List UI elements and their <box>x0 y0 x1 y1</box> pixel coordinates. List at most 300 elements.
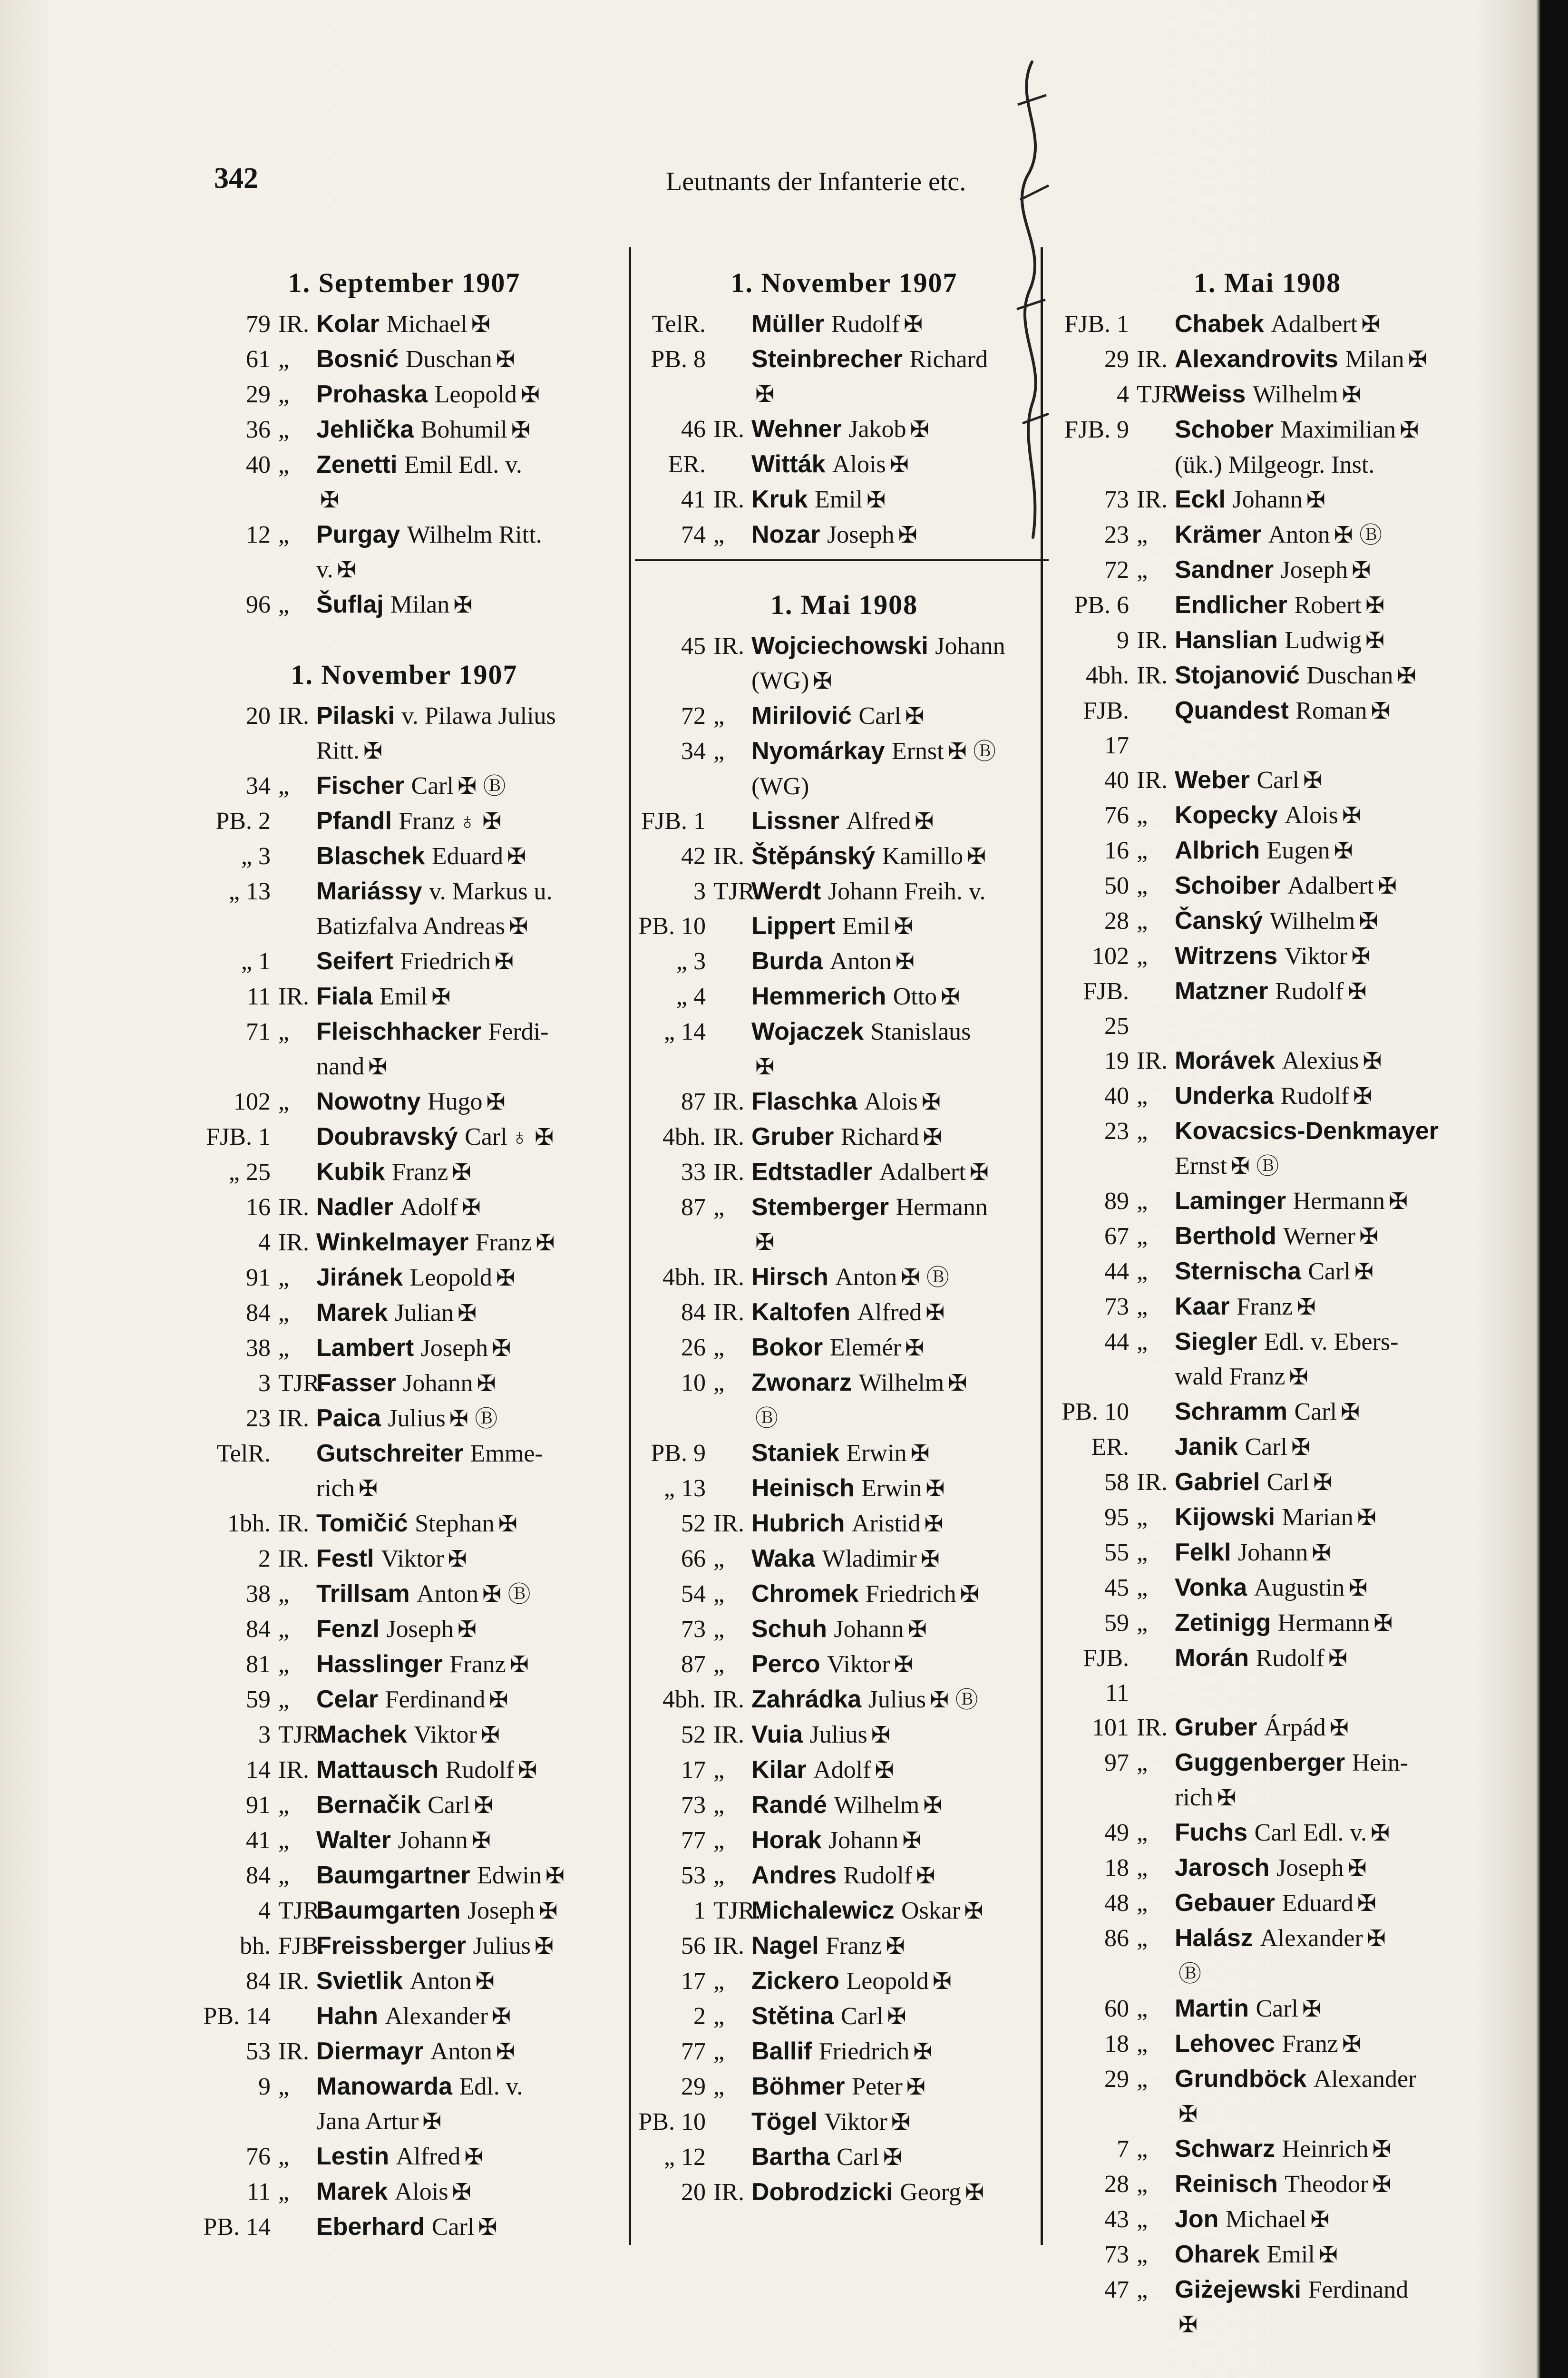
surname: Albrich <box>1175 837 1260 864</box>
officer-name <box>1175 1780 1477 1815</box>
list-item <box>1058 1745 1477 1780</box>
decoration-icon: ✠ Ⓑ <box>901 1265 949 1290</box>
unit-type: „ <box>713 521 725 548</box>
surname: Svietlik <box>316 1967 403 1995</box>
officer-name <box>316 1999 609 2034</box>
regiment-number <box>1058 1780 1137 1815</box>
decoration-icon: ✠ <box>1365 593 1385 618</box>
officer-name <box>751 1155 1053 1190</box>
regiment-number: 87 <box>681 1651 706 1678</box>
decoration-icon: ✠ <box>967 844 986 869</box>
unit-type: „ <box>713 1580 725 1608</box>
given-name: Julian <box>394 1299 454 1326</box>
given-name: Emil <box>379 983 428 1010</box>
unit-type: IR. <box>713 416 744 443</box>
surname: Kolar <box>316 310 380 338</box>
officer-name <box>1175 1500 1477 1535</box>
decoration-icon: ✠ <box>1366 1926 1386 1951</box>
regiment-number: TelR. <box>652 311 706 338</box>
list-item <box>1058 833 1477 868</box>
decoration-icon: ✠ <box>471 312 490 337</box>
unit-type <box>278 909 316 944</box>
regiment-number: 53 <box>246 2038 271 2065</box>
officer-name <box>1175 1465 1477 1500</box>
list-item <box>635 1295 1053 1330</box>
regiment-number: 38 <box>246 1335 271 1362</box>
given-name: Michael <box>1225 2206 1307 2233</box>
given-name: Bohumil <box>420 416 507 443</box>
unit-type: „ <box>278 1299 290 1326</box>
regiment-number: 4bh. <box>662 1686 706 1713</box>
list-item <box>635 909 1053 944</box>
given-name: Milan <box>390 591 450 618</box>
officer-name <box>1175 2272 1477 2307</box>
list-item <box>200 804 609 839</box>
regiment-number: 76 <box>1104 802 1129 829</box>
decoration-icon: ✠ <box>1400 418 1419 443</box>
unit-type: „ <box>1137 2135 1148 2163</box>
surname: Krämer <box>1175 521 1262 548</box>
list-item <box>635 1084 1053 1120</box>
list-item <box>635 1365 1053 1401</box>
officer-name <box>316 909 609 944</box>
given-name: Anton <box>1268 521 1330 548</box>
decoration-icon: ✠ <box>1318 2242 1338 2268</box>
regiment-number: „ 3 <box>241 843 271 870</box>
officer-name <box>1175 693 1477 763</box>
surname: Zetinigg <box>1175 1609 1271 1637</box>
regiment-number: 12 <box>246 521 271 548</box>
surname: Dobrodzicki <box>751 2178 893 2206</box>
list-item <box>200 1120 609 1155</box>
given-name: Eduard <box>1282 1890 1354 1917</box>
unit-type <box>278 1049 316 1084</box>
officer-name <box>316 1541 609 1577</box>
decoration-icon: ✠ <box>964 1899 984 1924</box>
decoration-icon: ✠ <box>755 1054 775 1080</box>
unit-type <box>278 2210 316 2245</box>
list-item <box>1058 1219 1477 1254</box>
list-item <box>635 839 1053 874</box>
given-name: Viktor <box>1284 943 1348 970</box>
officer-name <box>751 734 1053 769</box>
regiment-number <box>1058 1956 1137 1991</box>
officer-name <box>1175 412 1477 448</box>
officer-name <box>316 2104 609 2139</box>
officer-name <box>751 1225 1053 1260</box>
regiment-number <box>200 1049 278 1084</box>
regiment-number: 40 <box>1104 767 1129 794</box>
regiment-number: 3 <box>258 1370 271 1397</box>
list-item <box>1058 1394 1477 1430</box>
officer-name <box>751 1612 1053 1647</box>
given-name: Rudolf <box>1275 978 1344 1005</box>
officer-name <box>316 1788 609 1823</box>
given-name: Franz <box>1282 2030 1338 2057</box>
decoration-icon: ✠ <box>1354 1259 1374 1285</box>
list-item <box>1058 974 1477 1043</box>
regiment-number <box>1058 2307 1137 2342</box>
regiment-number: 55 <box>1104 1539 1129 1566</box>
officer-name <box>316 1506 609 1541</box>
list-item <box>1058 412 1477 448</box>
surname: Lehovec <box>1175 2030 1275 2057</box>
regiment-number: 9 <box>1117 627 1129 654</box>
list-item <box>200 1682 609 1717</box>
unit-type: IR. <box>713 1932 744 1959</box>
list-item <box>1058 2167 1477 2202</box>
decoration-icon: ✠ <box>496 1266 516 1291</box>
regiment-number: 19 <box>1104 1047 1129 1074</box>
unit-type: IR. <box>1137 627 1168 654</box>
officer-name <box>1175 553 1477 588</box>
given-name: Ernst <box>1175 1152 1227 1179</box>
list-item <box>200 1893 609 1929</box>
regiment-number: FJB. 9 <box>1064 416 1129 443</box>
unit-type <box>713 1225 751 1260</box>
list-item <box>1058 1535 1477 1570</box>
officer-name <box>751 1893 1053 1929</box>
surname: Stojanović <box>1175 662 1300 689</box>
list-item <box>1058 1641 1477 1710</box>
regiment-number: 52 <box>681 1510 706 1537</box>
given-name: Anton <box>409 1968 472 1995</box>
regiment-number: 46 <box>681 416 706 443</box>
decoration-icon: ✠ <box>489 1687 508 1713</box>
surname: Vuia <box>751 1721 803 1748</box>
unit-type: IR. <box>278 1194 309 1221</box>
regiment-number: 73 <box>681 1792 706 1819</box>
officer-name <box>316 1190 609 1225</box>
regiment-number: 71 <box>246 1018 271 1045</box>
decoration-icon: ✠ <box>867 487 886 513</box>
regiment-number: 41 <box>681 486 706 513</box>
officer-name <box>316 1049 609 1084</box>
unit-type: „ <box>1137 2171 1148 2198</box>
regiment-number: 10 <box>681 1369 706 1396</box>
regiment-number: 76 <box>246 2143 271 2170</box>
decoration-icon: ✠ <box>431 984 451 1010</box>
section-heading: 1. Mai 1908 <box>1193 267 1342 298</box>
regiment-number <box>635 1401 713 1436</box>
given-name: Milan <box>1345 346 1404 373</box>
decoration-icon: ✠ <box>363 739 383 764</box>
unit-type: TJR. <box>278 1721 326 1748</box>
surname: Trillsam <box>316 1580 410 1608</box>
given-name: Duschan <box>405 346 492 373</box>
surname: Zenetti <box>316 451 398 478</box>
officer-name <box>316 1858 609 1893</box>
list-item <box>635 342 1053 377</box>
surname: Oharek <box>1175 2241 1260 2268</box>
decoration-icon: ✠ <box>1370 1821 1390 1846</box>
surname: Reinisch <box>1175 2170 1278 2198</box>
regiment-number <box>1058 1359 1137 1394</box>
list-item <box>200 874 609 909</box>
given-name: Anton <box>835 1264 897 1291</box>
surname: Witrzens <box>1175 942 1278 970</box>
list-item <box>200 2139 609 2174</box>
officer-name <box>751 1929 1053 1964</box>
list-item <box>200 1225 609 1260</box>
given-name: Carl <box>1266 1469 1310 1496</box>
officer-name <box>1175 1219 1477 1254</box>
regiment-number: FJB. 1 <box>206 1123 271 1150</box>
list-item <box>200 1717 609 1753</box>
list-item <box>200 2069 609 2104</box>
surname: Kubik <box>316 1158 385 1186</box>
list-item <box>1058 342 1477 377</box>
list-item <box>200 412 609 448</box>
regiment-number <box>200 482 278 517</box>
surname: Seifert <box>316 947 393 975</box>
decoration-icon: ✠ <box>496 2039 516 2065</box>
given-name: Joseph <box>827 521 895 548</box>
regiment-number: 96 <box>246 591 271 618</box>
list-item <box>1058 448 1477 482</box>
officer-name <box>1175 2062 1477 2096</box>
officer-name <box>1175 623 1477 658</box>
regiment-number: 66 <box>681 1545 706 1572</box>
list-item <box>635 699 1053 734</box>
list-item <box>200 1999 609 2034</box>
surname: Čanský <box>1175 907 1263 935</box>
list-item <box>1058 307 1477 342</box>
given-name: Friedrich <box>400 948 491 975</box>
decoration-icon: ✠ <box>1306 487 1325 513</box>
officer-name <box>751 699 1053 734</box>
list-item <box>635 1541 1053 1577</box>
surname: Siegler <box>1175 1328 1257 1355</box>
officer-name <box>316 1929 609 1964</box>
unit-type <box>278 733 316 769</box>
officer-name <box>751 1330 1053 1365</box>
given-name: Stephan <box>415 1510 495 1537</box>
regiment-number: 7 <box>1117 2135 1129 2163</box>
list-item <box>1058 1465 1477 1500</box>
surname: Purgay <box>316 521 400 548</box>
given-name: rich <box>1175 1784 1213 1811</box>
surname: Bartha <box>751 2143 830 2171</box>
decoration-icon: ✠ <box>1372 2172 1392 2197</box>
decoration-icon: ✠ <box>1357 1505 1376 1530</box>
decoration-icon: ✠ <box>924 1511 944 1537</box>
officer-name <box>751 412 1053 447</box>
decoration-icon: ✠ <box>494 949 514 975</box>
decoration-icon: ✠ Ⓑ <box>457 774 506 799</box>
officer-name <box>316 1823 609 1858</box>
surname: Felkl <box>1175 1539 1231 1566</box>
officer-name <box>1175 798 1477 833</box>
unit-type: „ <box>713 2038 725 2065</box>
decoration-icon: ✠ <box>1313 1470 1333 1495</box>
officer-name <box>1175 904 1477 939</box>
officer-name <box>751 1506 1053 1541</box>
officer-name <box>751 2140 1053 2175</box>
decoration-icon: ✠ <box>452 2180 471 2205</box>
officer-name <box>751 1682 1053 1717</box>
surname: Laminger <box>1175 1187 1286 1215</box>
unit-type <box>713 2105 751 2140</box>
given-name: Alexius <box>1282 1047 1359 1074</box>
surname: Randé <box>751 1791 827 1819</box>
decoration-icon: ✠ <box>1372 2137 1392 2162</box>
given-name: Richard <box>909 346 988 373</box>
surname: Fenzl <box>316 1615 380 1643</box>
unit-type: „ <box>1137 1293 1148 1320</box>
surname: Hubrich <box>751 1510 845 1537</box>
surname: Flaschka <box>751 1088 857 1115</box>
unit-type: „ <box>713 1968 725 1995</box>
regiment-number: bh. <box>240 1932 271 1959</box>
officer-name <box>751 1049 1053 1084</box>
regiment-number: 2 <box>693 2003 706 2030</box>
decoration-icon: ✠ <box>492 2004 511 2029</box>
decoration-icon: ✠ <box>913 2039 933 2065</box>
decoration-icon: ✠ <box>1302 1997 1322 2022</box>
surname: Bokor <box>751 1334 823 1361</box>
regiment-number: 58 <box>1104 1469 1129 1496</box>
list-item <box>200 944 609 979</box>
regiment-number: 23 <box>1104 1118 1129 1145</box>
regiment-number: „ 13 <box>663 1475 706 1502</box>
decoration-icon: ✠ <box>1347 979 1367 1004</box>
surname: Michalewicz <box>751 1897 895 1924</box>
unit-type: „ <box>278 521 290 548</box>
surname: Janik <box>1175 1433 1238 1461</box>
given-name: Alois <box>1285 802 1338 829</box>
officer-name <box>1175 2027 1477 2062</box>
given-name: Carl <box>837 2144 879 2171</box>
decoration-icon: ✠ <box>1371 699 1390 724</box>
decoration-icon: ✠ <box>1340 1400 1360 1425</box>
surname: Nozar <box>751 521 820 548</box>
regiment-number: FJB. 17 <box>1083 697 1129 759</box>
unit-type <box>278 1436 316 1471</box>
officer-name <box>316 699 609 733</box>
decoration-icon: ✠ <box>894 1652 913 1677</box>
officer-name <box>1175 1815 1477 1851</box>
unit-type <box>1137 412 1175 448</box>
unit-type: IR. <box>1137 1469 1168 1496</box>
surname: Heinisch <box>751 1474 855 1502</box>
given-name: Julius <box>473 1932 531 1959</box>
unit-type: „ <box>713 738 725 765</box>
unit-type: IR. <box>713 2179 744 2206</box>
given-name: Carl <box>1256 767 1299 794</box>
officer-name <box>1175 1079 1477 1114</box>
officer-name <box>1175 1991 1477 2027</box>
list-item <box>1058 377 1477 412</box>
regiment-number: PB. 10 <box>638 2108 706 2135</box>
list-item <box>200 979 609 1014</box>
regiment-number: TelR. <box>216 1440 271 1467</box>
regiment-number <box>1058 448 1137 482</box>
given-name: Erwin <box>861 1475 922 1502</box>
decoration-icon: ✠ <box>906 2075 925 2100</box>
officer-name <box>1175 1851 1477 1886</box>
list-item <box>200 769 609 804</box>
decoration-icon: ✠ <box>910 1441 930 1466</box>
officer-name <box>751 447 1053 482</box>
unit-type: IR. <box>278 702 309 730</box>
regiment-number: PB. 8 <box>651 346 706 373</box>
decoration-icon: ✠ <box>1377 874 1397 899</box>
decoration-icon: ✠ <box>545 1863 565 1889</box>
officer-name <box>316 377 609 412</box>
surname: Wehner <box>751 415 842 443</box>
surname: Lestin <box>316 2143 390 2170</box>
unit-type: „ <box>278 1651 290 1678</box>
list-item <box>1058 1780 1477 1815</box>
officer-name <box>1175 2132 1477 2167</box>
list-item <box>635 412 1053 447</box>
unit-type: „ <box>1137 2241 1148 2268</box>
officer-name <box>316 1155 609 1190</box>
given-name: Wilhelm <box>1252 381 1338 408</box>
given-name: Johann <box>834 1616 904 1643</box>
officer-name <box>1175 2202 1477 2237</box>
officer-name <box>1175 517 1477 553</box>
officer-name <box>316 979 609 1014</box>
list-item <box>1058 2027 1477 2062</box>
surname: Staniek <box>751 1439 839 1467</box>
given-name: Adolf <box>400 1194 458 1221</box>
unit-type: „ <box>1137 837 1148 864</box>
given-name: Alfred <box>857 1299 922 1326</box>
list-item <box>1058 1359 1477 1394</box>
list-item <box>635 1120 1053 1155</box>
given-name: Joseph <box>386 1616 454 1643</box>
list-item <box>1058 1079 1477 1114</box>
list-item <box>635 1612 1053 1647</box>
given-name: Maximilian <box>1280 416 1396 443</box>
regiment-number: 34 <box>246 772 271 799</box>
regiment-number: 84 <box>246 1862 271 1889</box>
officer-name <box>1175 1570 1477 1606</box>
unit-type: IR. <box>713 1721 744 1748</box>
given-name: Wilhelm <box>858 1369 945 1396</box>
given-name: Carl <box>840 2003 884 2030</box>
given-name: Carl <box>465 1123 507 1150</box>
decoration-icon: ✠ <box>905 1335 925 1361</box>
unit-type: „ <box>1137 2276 1148 2303</box>
regiment-number: 17 <box>681 1968 706 1995</box>
unit-type: IR. <box>713 1088 744 1115</box>
column-rule-1 <box>629 247 631 2245</box>
regiment-number: PB. 2 <box>215 808 271 835</box>
officer-name <box>1175 2167 1477 2202</box>
list-item <box>200 1929 609 1964</box>
decoration-icon: ✠ <box>941 984 960 1010</box>
regiment-number: 4 <box>258 1229 271 1256</box>
surname: Horak <box>751 1826 822 1854</box>
regiment-number: 84 <box>246 1968 271 1995</box>
unit-type <box>713 307 751 342</box>
regiment-number: 41 <box>246 1827 271 1854</box>
surname: Kovacsics-Denkmayer <box>1175 1117 1439 1145</box>
unit-type <box>278 874 316 909</box>
decoration-icon: ✠ <box>518 1758 537 1783</box>
unit-type <box>1137 1430 1175 1465</box>
officer-name <box>316 944 609 979</box>
given-name: Georg <box>900 2179 962 2206</box>
decoration-icon: ✠ <box>471 1828 491 1853</box>
officer-name <box>751 1401 1053 1436</box>
decoration-icon: ✠ <box>358 1476 378 1501</box>
given-name: Roman <box>1295 697 1367 724</box>
officer-name <box>316 1296 609 1331</box>
